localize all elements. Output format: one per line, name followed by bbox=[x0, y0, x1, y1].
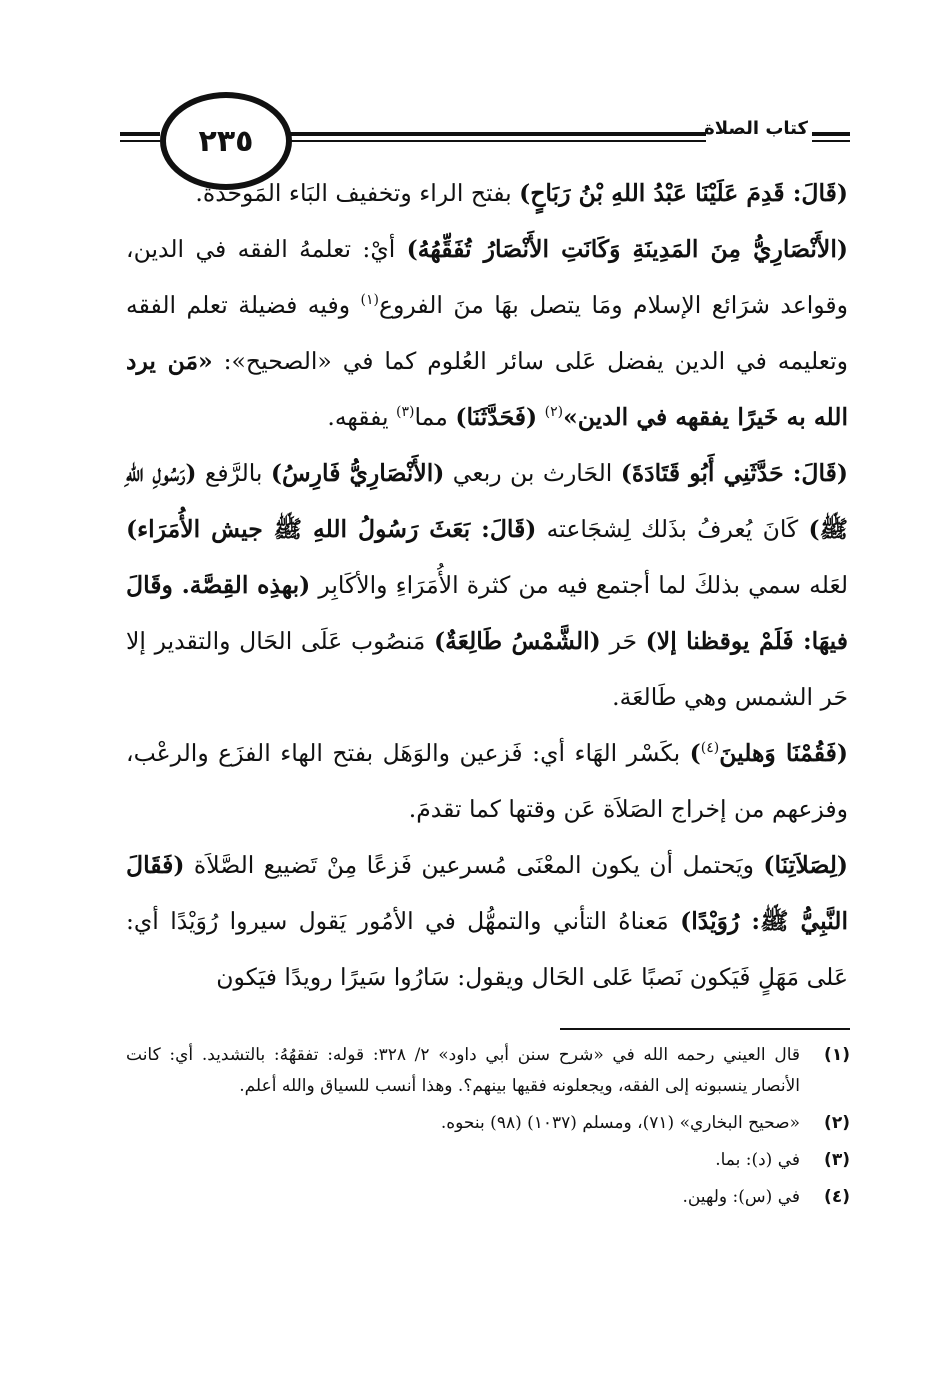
quoted-text: (رَسُولِ اللهِ ﷺ) bbox=[126, 459, 848, 543]
paragraph bbox=[126, 837, 848, 1005]
quoted-text: (الأَنْصَارِيُّ مِنَ المَدِينَةِ وَكَانَتِ الأَنْصَارُ تُفَقِّهُهُ) bbox=[406, 235, 848, 263]
quoted-text: (فَحَدَّثَنَا) bbox=[455, 403, 538, 431]
quoted-text: (فَقُمْنَا وَهلينَ bbox=[719, 739, 848, 767]
header-rule-right-thin bbox=[286, 140, 706, 142]
footnote-marker: (٤) bbox=[700, 740, 720, 757]
commentary-text: ويَحتمل أن يكون المعْنَى مُسرعين فَزعًا مِنْ تَضييع الصَّلاَة bbox=[184, 851, 764, 879]
header-rule-end-thin bbox=[812, 140, 850, 142]
commentary-text: بالرَّفع bbox=[196, 459, 271, 487]
commentary-text: لعَله سمي بذلكَ لما أجتمع فيه من كثرة الأُمَرَاءِ والأكَابِر bbox=[310, 571, 848, 599]
footnote-text: في (س): ولهين. bbox=[682, 1187, 800, 1207]
quoted-text: (فَقَالَ النَّبِيُّ ﷺ: رُوَيْدًا) bbox=[126, 851, 848, 935]
footnote-number: (١) bbox=[824, 1045, 850, 1065]
footnote-number: (٤) bbox=[824, 1187, 850, 1207]
commentary-text: مَعناهُ التأني والتمهُّل في الأمُور يَقول سيروا رُوَيْدًا أي: عَلى مَهَلٍ فَيَكون نَصبًا عَلى الحَال ويقول: سَارُوا سَيرًا رويدًا فيَكون bbox=[126, 907, 848, 991]
footnote-marker: (٣) bbox=[396, 404, 415, 421]
quoted-text: ) bbox=[689, 739, 701, 767]
commentary-text: بكَسْر الهَاء أي: فَزعين والوَهَل بفتح الهاء الفزَع والرعْب، وفزعهم من إخراج الصَلاَة عَن وقتها كما تقدمَ. bbox=[126, 739, 848, 823]
footnote bbox=[126, 1040, 850, 1102]
commentary-text: الحَارث بن ربعي bbox=[444, 459, 621, 487]
paragraph bbox=[126, 725, 848, 837]
footnote bbox=[126, 1108, 850, 1139]
footnote-number: (٢) bbox=[824, 1113, 850, 1133]
footnote-text: قال العيني رحمه الله في «شرح سنن أبي داود» ٢/ ٣٢٨: قوله: تفقهُهُ: بالتشديد. أي: كانت الأنصار ينسبونه إلى الفقه، ويجعلونه فقيها بينهم؟. وهذا أنسب للسياق والله أعلم. bbox=[126, 1045, 801, 1096]
page-number: ٢٣٥ bbox=[160, 92, 292, 190]
header-rule-left-thin bbox=[120, 140, 160, 142]
commentary-text: بفتح الراء وتخفيف البَاء المَوحدَة. bbox=[195, 179, 520, 207]
commentary-text: كَانَ يُعرفُ بذَلك لِشجَاعته bbox=[536, 515, 809, 543]
commentary-text: مما bbox=[414, 403, 456, 431]
footnote-marker: (١) bbox=[360, 292, 379, 309]
footnote-marker: (٢) bbox=[544, 404, 564, 421]
quoted-text: (قَالَ: قَدِمَ عَلَيْنَا عَبْدُ اللهِ بْنُ رَبَاحٍ) bbox=[519, 179, 848, 207]
quoted-text: (قَالَ: بَعَثَ رَسُولُ اللهِ ﷺ جيش الأُمَرَاء) bbox=[126, 515, 537, 543]
footnote-text: «صحيح البخاري» (٧١)، ومسلم (١٠٣٧) (٩٨) بنحوه. bbox=[440, 1113, 800, 1133]
commentary-text bbox=[537, 403, 544, 431]
book-title: كتاب الصلاة bbox=[704, 118, 808, 139]
paragraph bbox=[126, 445, 848, 725]
quoted-text: «مَن يرد الله به خَيرًا يفقهه في الدين» bbox=[126, 347, 848, 431]
footnotes bbox=[126, 1040, 850, 1219]
quoted-text: (الشَّمْسُ طَالِعَةٌ) bbox=[434, 627, 601, 655]
commentary-text: وفيه فضيلة تعلم الفقه وتعليمه في الدين يفضل عَلى سائر العُلوم كما في «الصحيح»: bbox=[126, 291, 848, 375]
commentary-text: يفقهه. bbox=[327, 403, 397, 431]
quoted-text: (لِصَلاَتِنَا) bbox=[763, 851, 848, 879]
quoted-text: (بهذِه القِصَّة. وقَالَ فيهَا: فَلَمْ يوقظنا إلا) bbox=[126, 571, 848, 655]
header-rule-end bbox=[812, 132, 850, 136]
main-text bbox=[126, 165, 848, 1005]
footnote-text: في (د): بما. bbox=[715, 1150, 800, 1170]
footnote-number: (٣) bbox=[824, 1150, 850, 1170]
commentary-text: أيْ: تعلمهُ الفقه في الدين، وقواعد شرَائع الإسلام ومَا يتصل بهَا منَ الفروع bbox=[126, 235, 848, 319]
header-rule-left bbox=[120, 132, 160, 136]
quoted-text: (الأَنْصَارِيُّ فَارِسُ) bbox=[270, 459, 445, 487]
commentary-text: مَنصُوب عَلَى الحَال والتقدير إلا حَر الشمس وهي طَالعَة. bbox=[126, 627, 848, 711]
paragraph bbox=[126, 165, 848, 221]
quoted-text: (قَالَ: حَدَّثَنِي أَبُو قَتَادَةَ) bbox=[620, 459, 848, 487]
paragraph bbox=[126, 221, 848, 445]
footnote bbox=[126, 1182, 850, 1213]
footnote-separator bbox=[560, 1028, 850, 1030]
commentary-text: حَر bbox=[600, 627, 646, 655]
header-rule-right bbox=[286, 132, 706, 136]
footnote bbox=[126, 1145, 850, 1176]
